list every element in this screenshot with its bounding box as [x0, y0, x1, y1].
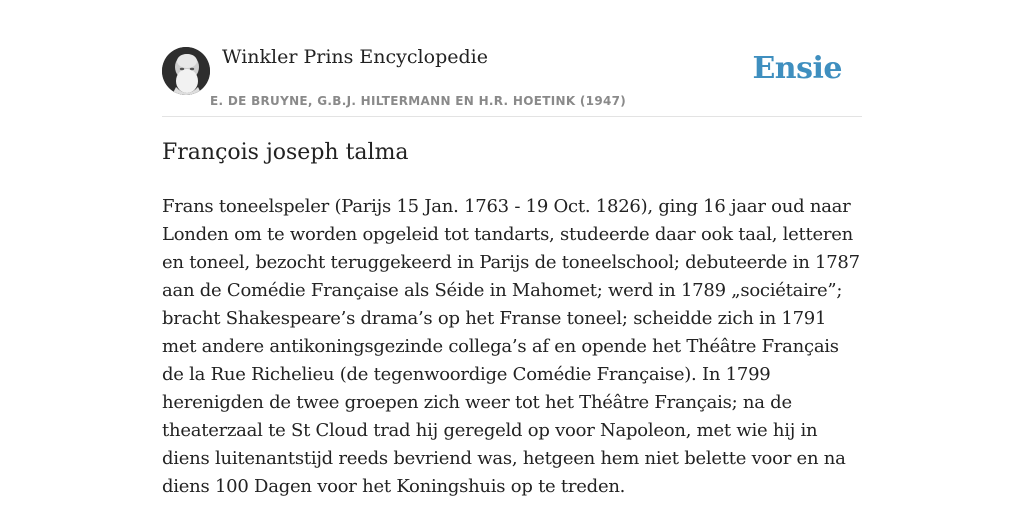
article-body: Frans toneelspeler (Parijs 15 Jan. 1763 - 19 Oct. 1826), ging 16 jaar oud naar Londen om te worden opgeleid tot tandarts, studeerde daar ook taal, letteren en toneel, bezocht teruggekeerd in Parijs de toneelschool; debuteerde in 1787 aan de Comédie Française als Séide in Mahomet; werd in 1789 „sociétaire”; bracht Shakespeare’s drama’s op het Franse toneel; scheidde zich in 1791 met andere antikoningsgezinde collega’s af en opende het Théâtre Français de la Rue Richelieu (de tegenwoordige Comédie Française). In 1799 herenigden de twee groepen zich weer tot het Théâtre Français; na de theaterzaal te St Cloud trad hij geregeld op voor Napoleon, met wie hij in diens luitenantstijd reeds bevriend was, hetgeen hem niet belette voor en na diens 100 Dagen voor het Koningshuis op te treden. — [162, 196, 860, 497]
source-header — [162, 40, 862, 117]
source-title[interactable]: Winkler Prins Encyclopedie — [222, 46, 488, 68]
author-avatar-icon — [162, 47, 210, 95]
article-title: François joseph talma — [162, 140, 409, 165]
source-authors: E. DE BRUYNE, G.B.J. HILTERMANN EN H.R. HOETINK (1947) — [210, 94, 627, 108]
brand-logo-link[interactable]: Ensie — [752, 51, 842, 86]
